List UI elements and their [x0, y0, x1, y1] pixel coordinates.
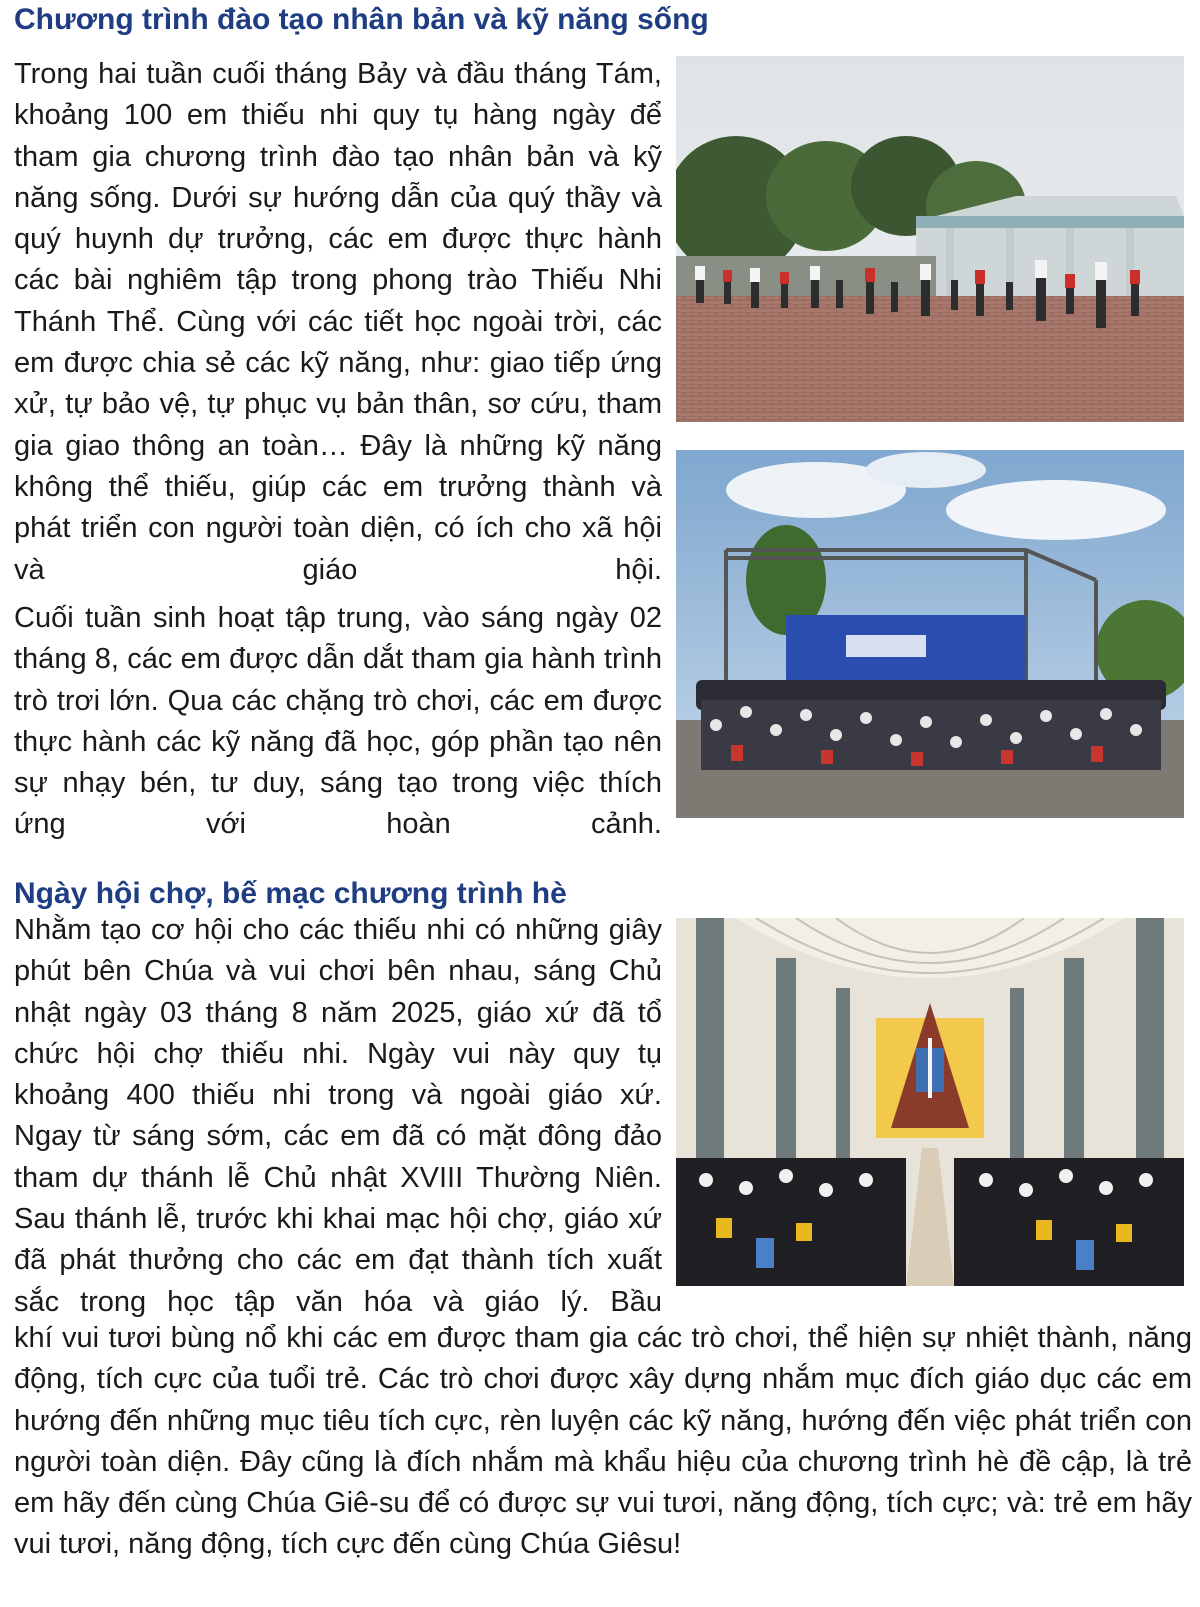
photo-children-in-courtyard: [676, 56, 1184, 422]
paragraph-fair-part2: khí vui tươi bùng nổ khi các em được tham gia các trò chơi, thể hiện sự nhiệt thành, năng động, tích cực của tuổi trẻ. Các trò chơi được xây dựng nhắm mục đích giáo dục các em hướng đến những mục tiêu tích cực, rèn luyện các kỹ năng, hướng đến việc phát triển con người toàn diện. Đây cũng là đích nhắm mà khẩu hiệu của chương trình hè đề cập, là trẻ em hãy đến cùng Chúa Giê-su để có được sự vui tươi, năng động, tích cực; và: trẻ em hãy vui tươi, năng động, tích cực đến cùng Chúa Giêsu!: [14, 1322, 1192, 1561]
section-heading-life-skills: Chương trình đào tạo nhân bản và kỹ năng sống: [14, 3, 709, 36]
photo-church-interior: [676, 918, 1184, 1286]
paragraph-fair-part1: Nhằm tạo cơ hội cho các thiếu nhi có những giây phút bên Chúa và vui chơi bên nhau, sáng Chủ nhật ngày 03 tháng 8 năm 2025, giáo xứ đã tổ chức hội chợ thiếu nhi. Ngày vui này quy tụ khoảng 400 thiếu nhi trong và ngoài giáo xứ. Ngay từ sáng sớm, các em đã có mặt đông đảo tham dự thánh lễ Chủ nhật XVIII Thường Niên. Sau thánh lễ, trước khi khai mạc hội chợ, giáo xứ đã phát thưởng cho các em đạt thành tích xuất sắc trong học tập văn hóa và giáo lý. Bầu: [14, 914, 662, 1318]
paragraph-life-skills-intro: Trong hai tuần cuối tháng Bảy và đầu tháng Tám, khoảng 100 em thiếu nhi quy tụ hàng ngày để tham gia chương trình đào tạo nhân bản và kỹ năng sống. Dưới sự hướng dẫn của quý thầy và quý huynh dự trưởng, các em được thực hành các bài nghiêm tập trong phong trào Thiếu Nhi Thánh Thể. Cùng với các tiết học ngoài trời, các em được chia sẻ các kỹ năng, như: giao tiếp ứng xử, tự bảo vệ, tự phục vụ bản thân, sơ cứu, tham gia giao thông an toàn… Đây là những kỹ năng không thể thiếu, giúp các em trưởng thành và phát triển con người toàn diện, có ích cho xã hội và giáo hội.: [14, 58, 662, 586]
paragraph-big-game: Cuối tuần sinh hoạt tập trung, vào sáng ngày 02 tháng 8, các em được dẫn dắt tham gia hành trình trò trơi lớn. Qua các chặng trò chơi, các em được thực hành các kỹ năng đã học, góp phần tạo nên sự nhạy bén, tư duy, sáng tạo trong việc thích ứng với hoàn cảnh.: [14, 602, 662, 841]
section-heading-fair: Ngày hội chợ, bế mạc chương trình hè: [14, 877, 567, 910]
photo-group-on-stage: [676, 450, 1184, 818]
